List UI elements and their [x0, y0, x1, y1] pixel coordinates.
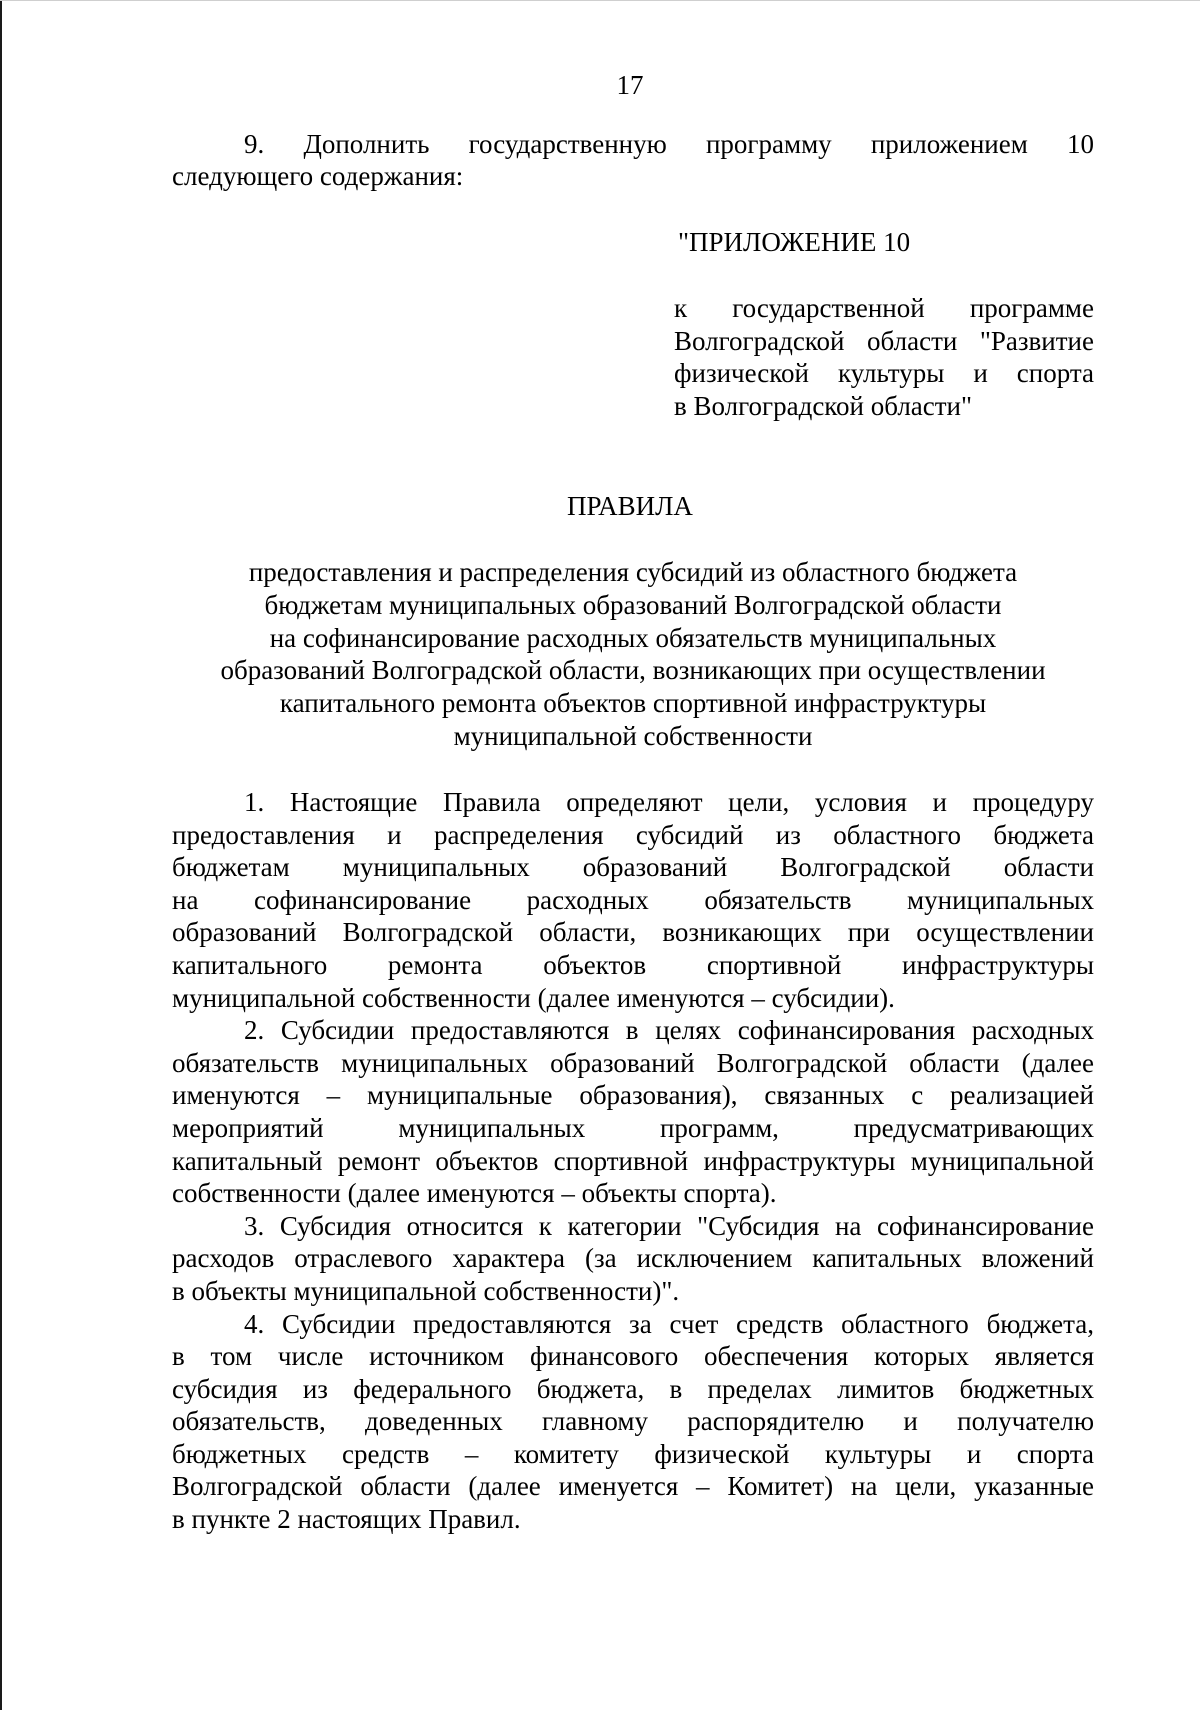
paragraph-line: муниципальной собственности (далее именуются – субсидии). [172, 982, 895, 1013]
appendix-reference [674, 292, 1094, 422]
rules-subtitle-line: образований Волгоградской области, возникающих при осуществлении [220, 655, 1046, 686]
lead-line-1: 9. Дополнить государственную программу приложением 10 [244, 129, 1094, 159]
paragraph-line: Волгоградской области (далее именуется – Комитет) на цели, указанные [172, 1471, 1094, 1502]
paragraph-line: капитального ремонта объектов спортивной инфраструктуры [172, 949, 1094, 980]
paragraph-line: предоставления и распределения субсидий из областного бюджета [172, 819, 1094, 850]
paragraph-line: в объекты муниципальной собственности)". [172, 1275, 680, 1306]
paragraph-line: в том числе источником финансового обеспечения которых является [172, 1341, 1094, 1372]
scan-edge-top [0, 0, 1200, 1]
paragraph-line: именуются – муниципальные образования), связанных с реализацией [172, 1080, 1094, 1111]
appendix-ref-line: к государственной программе [674, 293, 1094, 323]
appendix-ref-line: физической культуры и спорта [674, 358, 1094, 389]
appendix-ref-line: в Волгоградской области" [674, 390, 973, 421]
paragraph-1 [172, 786, 1094, 1014]
paragraph-line: обязательств, доведенных главному распорядителю и получателю [172, 1406, 1094, 1437]
rules-subtitle-line: предоставления и распределения субсидий из областного бюджета [248, 557, 1018, 587]
paragraph-line: в пункте 2 настоящих Правил. [172, 1504, 521, 1535]
paragraph-line: 1. Настоящие Правила определяют цели, условия и процедуру [244, 787, 1094, 817]
paragraph-3 [172, 1210, 1094, 1308]
rules-subtitle-line: капитального ремонта объектов спортивной инфраструктуры [279, 688, 987, 719]
paragraph-line: 2. Субсидии предоставляются в целях софинансирования расходных [244, 1015, 1094, 1046]
scan-edge-left [0, 0, 2, 1710]
paragraph-line: бюджетных средств – комитету физической культуры и спорта [172, 1438, 1094, 1469]
appendix-title: "ПРИЛОЖЕНИЕ 10 [678, 227, 911, 257]
rules-subtitle-line: на софинансирование расходных обязательств муниципальных [269, 622, 997, 653]
appendix-ref-line: Волгоградской области "Развитие [674, 325, 1094, 356]
rules-body [172, 786, 1094, 1536]
paragraph-line: собственности (далее именуются – объекты спорта). [172, 1178, 777, 1209]
paragraph-line: бюджетам муниципальных образований Волгоградской области [172, 852, 1094, 883]
paragraph-line: 4. Субсидии предоставляются за счет средств областного бюджета, [244, 1308, 1094, 1339]
paragraph-line: расходов отраслевого характера (за исключением капитальных вложений [172, 1243, 1094, 1274]
rules-subtitle-line: муниципальной собственности [453, 720, 813, 751]
paragraph-line: мероприятий муниципальных программ, предусматривающих [172, 1112, 1094, 1143]
paragraph-line: на софинансирование расходных обязательств муниципальных [172, 884, 1094, 915]
paragraph-4 [172, 1308, 1094, 1536]
paragraph-2 [172, 1014, 1094, 1210]
rules-subtitle-line: бюджетам муниципальных образований Волгоградской области [264, 589, 1002, 620]
rules-subtitle [172, 556, 1094, 753]
page-number: 17 [616, 70, 644, 100]
rules-title: ПРАВИЛА [567, 491, 693, 521]
paragraph-line: субсидия из федерального бюджета, в пределах лимитов бюджетных [172, 1373, 1094, 1404]
lead-line-2: следующего содержания: [172, 161, 464, 191]
lead-paragraph [172, 128, 1094, 192]
paragraph-line: 3. Субсидия относится к категории "Субсидия на софинансирование [244, 1210, 1094, 1241]
paragraph-line: обязательств муниципальных образований Волгоградской области (далее [172, 1047, 1094, 1078]
paragraph-line: образований Волгоградской области, возникающих при осуществлении [172, 917, 1094, 948]
paragraph-line: капитальный ремонт объектов спортивной инфраструктуры муниципальной [172, 1145, 1094, 1176]
